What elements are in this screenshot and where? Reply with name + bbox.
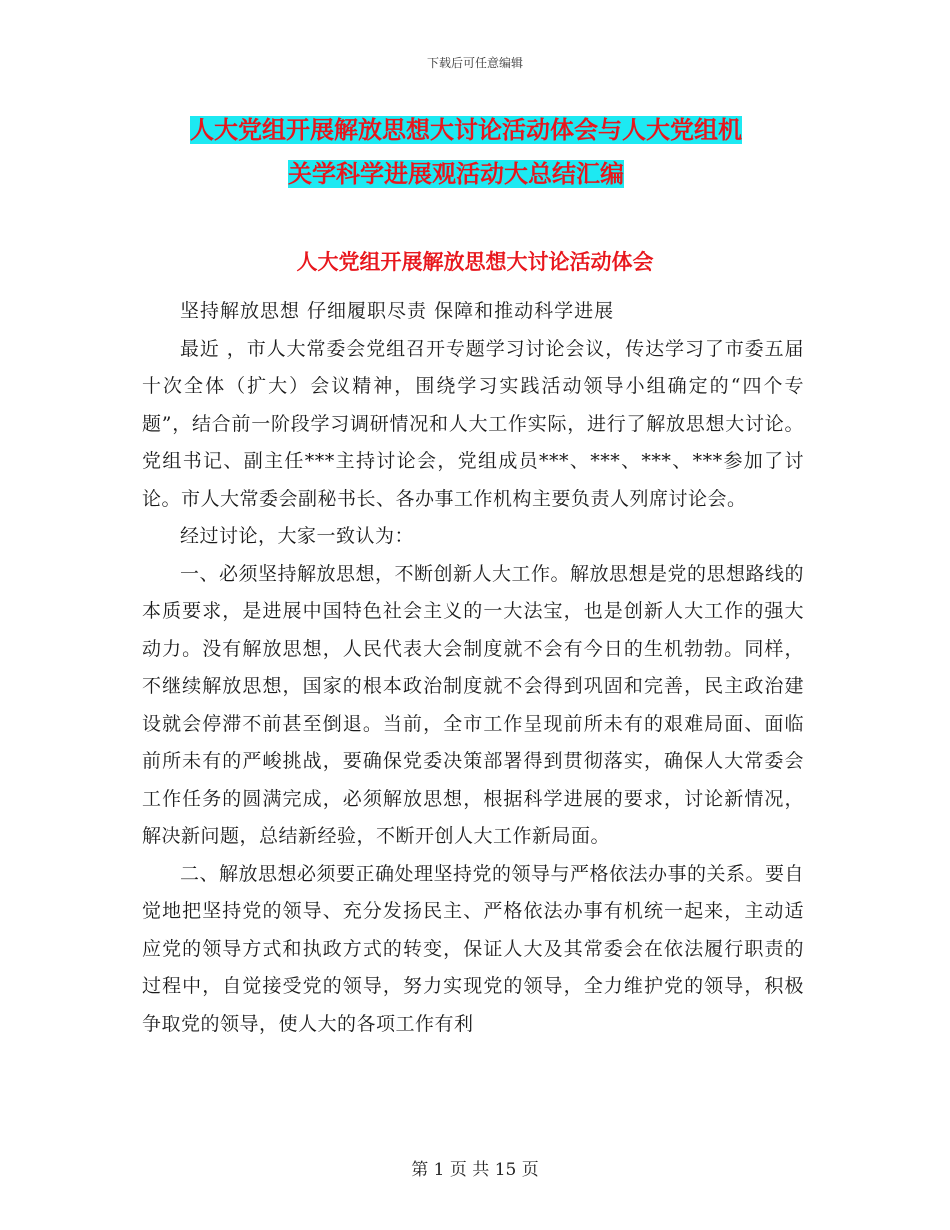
paragraph-point-2: 二、解放思想必须要正确处理坚持党的领导与严格依法办事的关系。要自觉地把坚持党的领导、充分发扬民主、严格依法办事有机统一起来，主动适应党的领导方式和执政方式的转变，保证人大及其常委会在依法履行职责的过程中，自觉接受党的领导，努力实现党的领导，全力维护党的领导，积极争取党的领导，使人大的各项工作有利 bbox=[142, 862, 805, 1035]
header-note: 下载后可任意编辑 bbox=[426, 56, 523, 70]
paragraph-intro: 最近 ，市人大常委会党组召开专题学习讨论会议，传达学习了市委五届十次全体（扩大）会议精神，围绕学习实践活动领导小组确定的“四个专题”，结合前一阶段学习调研情况和人大工作实际，进行了解放思想大讨论。党组书记、副主任***主持讨论会，党组成员***、***、***、***参加了讨论。市人大常委会副秘书长、各办事工作机构主要负责人列席讨论会。 bbox=[142, 337, 804, 510]
document-title bbox=[190, 108, 810, 196]
paragraph-consensus: 经过讨论，大家一致认为： bbox=[180, 525, 415, 547]
page-number: 第 1 页 共 15 页 bbox=[411, 1160, 539, 1180]
paragraph-point-1: 一、必须坚持解放思想，不断创新人大工作。解放思想是党的思想路线的本质要求，是进展中国特色社会主义的一大法宝，也是创新人大工作的强大动力。没有解放思想，人民代表大会制度就不会有今日的生机勃勃。同样，不继续解放思想，国家的根本政治制度就不会得到巩固和完善，民主政治建设就会停滞不前甚至倒退。当前，全市工作呈现前所未有的艰难局面、面临前所未有的严峻挑战，要确保党委决策部署得到贯彻落实，确保人大常委会工作任务的圆满完成，必须解放思想，根据科学进展的要求，讨论新情况，解决新问题，总结新经验，不断开创人大工作新局面。 bbox=[142, 562, 805, 847]
title-line-2: 关学科学进展观活动大总结汇编 bbox=[288, 160, 624, 188]
body-text bbox=[142, 293, 804, 1043]
title-line-1: 人大党组开展解放思想大讨论活动体会与人大党组机 bbox=[190, 116, 742, 144]
section-heading: 人大党组开展解放思想大讨论活动体会 bbox=[296, 250, 654, 274]
body-subtitle: 坚持解放思想 仔细履职尽责 保障和推动科学进展 bbox=[180, 300, 615, 322]
